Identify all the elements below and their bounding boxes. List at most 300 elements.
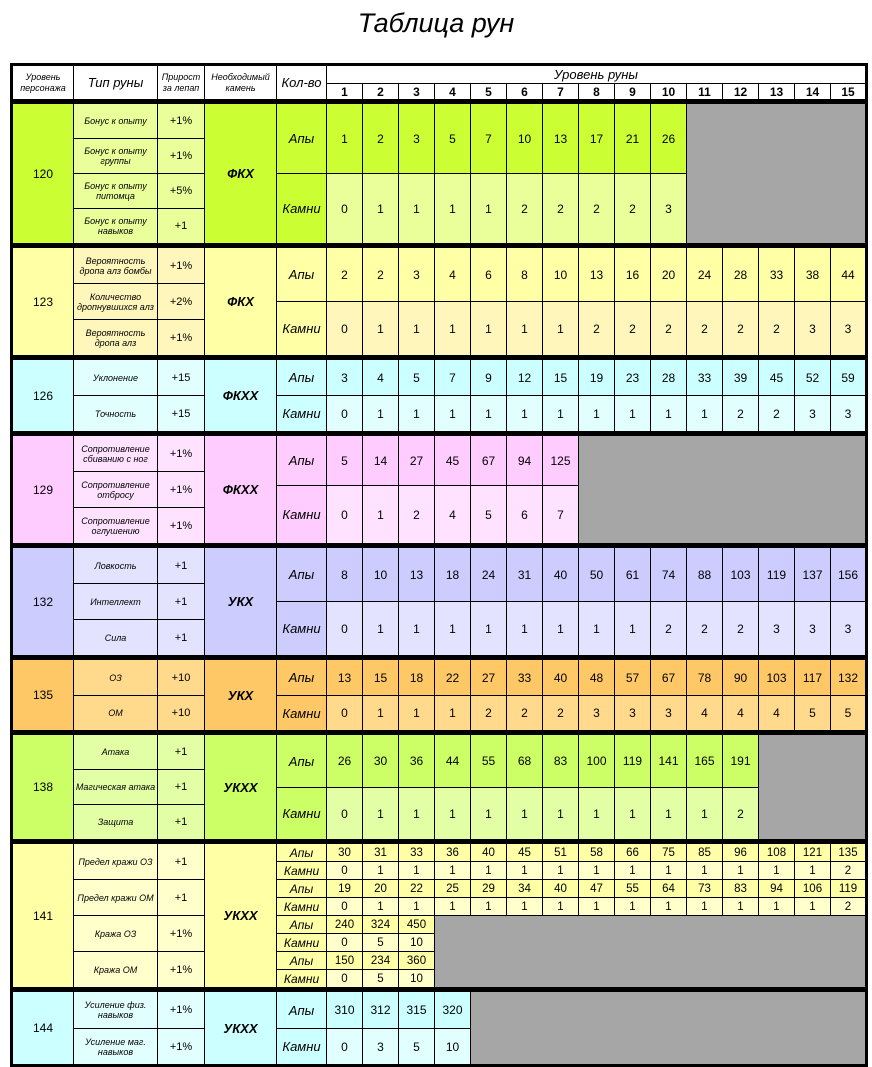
ups-value: 36 xyxy=(399,735,435,788)
gain-cell: +1 xyxy=(158,880,205,916)
table-row xyxy=(12,735,867,770)
stones-value: 1 xyxy=(507,302,543,356)
stones-value: 1 xyxy=(795,862,831,880)
stones-value: 1 xyxy=(507,788,543,840)
stones-value: 1 xyxy=(651,898,687,916)
ups-value: 156 xyxy=(831,548,867,602)
stone-cell: УКХ xyxy=(205,660,277,731)
table-row xyxy=(12,696,867,731)
stones-value: 3 xyxy=(795,602,831,656)
char-level-cell: 132 xyxy=(12,548,74,656)
stones-value: 1 xyxy=(687,898,723,916)
stones-label: Камни xyxy=(277,970,327,988)
header-stone: Необходимый камень xyxy=(205,65,277,100)
stones-value: 4 xyxy=(723,696,759,731)
rune-level-11: 11 xyxy=(687,84,723,100)
stones-value: 10 xyxy=(399,970,435,988)
ups-value: 13 xyxy=(543,104,579,174)
ups-value: 30 xyxy=(363,735,399,788)
header-char-level: Уровень персонажа xyxy=(12,65,74,100)
stones-value: 2 xyxy=(579,174,615,244)
ups-label: Апы xyxy=(277,248,327,302)
ups-value: 9 xyxy=(471,360,507,396)
char-level-cell: 126 xyxy=(12,360,74,432)
stones-value: 2 xyxy=(579,302,615,356)
rune-type-cell: Вероятность дропа алз бомбы xyxy=(74,248,158,284)
ups-value: 7 xyxy=(471,104,507,174)
gain-cell: +10 xyxy=(158,696,205,731)
stones-value: 1 xyxy=(471,174,507,244)
table-row xyxy=(12,844,867,862)
ups-value: 40 xyxy=(543,660,579,696)
ups-value: 125 xyxy=(543,436,579,486)
stones-value: 1 xyxy=(615,898,651,916)
gain-cell: +2% xyxy=(158,284,205,320)
stones-label: Камни xyxy=(277,1029,327,1066)
stones-value: 3 xyxy=(615,696,651,731)
stones-value: 1 xyxy=(759,898,795,916)
ups-value: 2 xyxy=(363,248,399,302)
empty-level-area xyxy=(759,735,867,840)
ups-value: 121 xyxy=(795,844,831,862)
ups-value: 33 xyxy=(399,844,435,862)
stones-value: 1 xyxy=(543,602,579,656)
stones-value: 1 xyxy=(435,396,471,432)
ups-value: 19 xyxy=(327,880,363,898)
ups-value: 165 xyxy=(687,735,723,788)
stones-value: 1 xyxy=(435,898,471,916)
ups-value: 33 xyxy=(687,360,723,396)
gain-cell: +15 xyxy=(158,360,205,396)
ups-value: 28 xyxy=(723,248,759,302)
stones-label: Камни xyxy=(277,696,327,731)
ups-value: 66 xyxy=(615,844,651,862)
ups-value: 85 xyxy=(687,844,723,862)
stones-value: 1 xyxy=(471,302,507,356)
ups-value: 8 xyxy=(507,248,543,302)
stones-value: 0 xyxy=(327,174,363,244)
stones-value: 1 xyxy=(435,174,471,244)
empty-level-area xyxy=(579,436,867,544)
ups-value: 14 xyxy=(363,436,399,486)
stones-value: 2 xyxy=(723,788,759,840)
rune-type-cell: Количество дропнувшихся алз xyxy=(74,284,158,320)
ups-value: 15 xyxy=(543,360,579,396)
stones-value: 1 xyxy=(543,898,579,916)
ups-value: 44 xyxy=(831,248,867,302)
ups-value: 6 xyxy=(471,248,507,302)
gain-cell: +1% xyxy=(158,992,205,1029)
ups-value: 47 xyxy=(579,880,615,898)
ups-value: 8 xyxy=(327,548,363,602)
ups-value: 96 xyxy=(723,844,759,862)
stones-value: 1 xyxy=(363,898,399,916)
stones-value: 1 xyxy=(543,396,579,432)
ups-value: 117 xyxy=(795,660,831,696)
ups-label: Апы xyxy=(277,844,327,862)
stone-cell: УКХХ xyxy=(205,992,277,1066)
ups-value: 324 xyxy=(363,916,399,934)
rune-type-cell: Бонус к опыту питомца xyxy=(74,174,158,209)
ups-value: 150 xyxy=(327,952,363,970)
ups-value: 106 xyxy=(795,880,831,898)
ups-value: 33 xyxy=(759,248,795,302)
stones-value: 1 xyxy=(471,602,507,656)
ups-value: 27 xyxy=(399,436,435,486)
header-qty: Кол-во xyxy=(277,65,327,100)
ups-value: 2 xyxy=(327,248,363,302)
stones-value: 1 xyxy=(507,396,543,432)
stones-value: 3 xyxy=(795,396,831,432)
gain-cell: +1% xyxy=(158,139,205,174)
gain-cell: +1% xyxy=(158,952,205,988)
gain-cell: +1% xyxy=(158,472,205,508)
ups-value: 18 xyxy=(399,660,435,696)
stones-value: 2 xyxy=(399,486,435,544)
ups-value: 13 xyxy=(579,248,615,302)
table-row xyxy=(12,916,867,934)
rune-level-9: 9 xyxy=(615,84,651,100)
ups-value: 94 xyxy=(759,880,795,898)
ups-value: 51 xyxy=(543,844,579,862)
stones-value: 2 xyxy=(507,696,543,731)
stones-value: 3 xyxy=(363,1029,399,1066)
stones-value: 1 xyxy=(399,602,435,656)
stones-value: 1 xyxy=(471,396,507,432)
stones-value: 1 xyxy=(363,788,399,840)
ups-value: 64 xyxy=(651,880,687,898)
stones-value: 1 xyxy=(399,696,435,731)
header-rune-level: Уровень руны xyxy=(327,65,867,84)
stones-value: 3 xyxy=(759,602,795,656)
gain-cell: +1% xyxy=(158,248,205,284)
rune-level-8: 8 xyxy=(579,84,615,100)
ups-value: 13 xyxy=(399,548,435,602)
stones-value: 1 xyxy=(399,862,435,880)
ups-value: 450 xyxy=(399,916,435,934)
ups-value: 67 xyxy=(471,436,507,486)
stones-value: 0 xyxy=(327,970,363,988)
ups-value: 119 xyxy=(831,880,867,898)
rune-level-10: 10 xyxy=(651,84,687,100)
gain-cell: +1% xyxy=(158,436,205,472)
rune-type-cell: Магическая атака xyxy=(74,770,158,805)
ups-value: 13 xyxy=(327,660,363,696)
stones-value: 5 xyxy=(363,934,399,952)
rune-type-cell: Бонус к опыту xyxy=(74,104,158,139)
char-level-cell: 129 xyxy=(12,436,74,544)
stones-value: 1 xyxy=(579,602,615,656)
ups-value: 45 xyxy=(507,844,543,862)
ups-value: 5 xyxy=(399,360,435,396)
ups-value: 61 xyxy=(615,548,651,602)
ups-value: 27 xyxy=(471,660,507,696)
gain-cell: +1 xyxy=(158,584,205,620)
stones-value: 0 xyxy=(327,1029,363,1066)
gain-cell: +1 xyxy=(158,548,205,584)
ups-value: 7 xyxy=(435,360,471,396)
ups-value: 3 xyxy=(327,360,363,396)
ups-value: 45 xyxy=(435,436,471,486)
ups-value: 19 xyxy=(579,360,615,396)
ups-value: 44 xyxy=(435,735,471,788)
gain-cell: +1 xyxy=(158,805,205,840)
rune-type-cell: Кража ОМ xyxy=(74,952,158,988)
stones-value: 1 xyxy=(399,174,435,244)
ups-value: 88 xyxy=(687,548,723,602)
ups-value: 135 xyxy=(831,844,867,862)
stones-value: 3 xyxy=(795,302,831,356)
ups-label: Апы xyxy=(277,436,327,486)
rune-level-14: 14 xyxy=(795,84,831,100)
stones-value: 1 xyxy=(363,396,399,432)
rune-level-12: 12 xyxy=(723,84,759,100)
ups-value: 28 xyxy=(651,360,687,396)
stones-value: 2 xyxy=(723,602,759,656)
header-gain: Прирост за лепап xyxy=(158,65,205,100)
ups-value: 68 xyxy=(507,735,543,788)
ups-value: 132 xyxy=(831,660,867,696)
ups-value: 24 xyxy=(687,248,723,302)
stones-value: 3 xyxy=(579,696,615,731)
stones-value: 2 xyxy=(615,302,651,356)
ups-value: 18 xyxy=(435,548,471,602)
empty-level-area xyxy=(471,992,867,1066)
ups-label: Апы xyxy=(277,735,327,788)
ups-value: 55 xyxy=(615,880,651,898)
rune-type-cell: Вероятность дропа алз xyxy=(74,320,158,356)
ups-value: 39 xyxy=(723,360,759,396)
table-row xyxy=(12,548,867,584)
ups-value: 33 xyxy=(507,660,543,696)
rune-level-6: 6 xyxy=(507,84,543,100)
ups-value: 50 xyxy=(579,548,615,602)
table-row xyxy=(12,104,867,139)
stones-value: 2 xyxy=(507,174,543,244)
ups-value: 3 xyxy=(399,248,435,302)
char-level-cell: 144 xyxy=(12,992,74,1066)
rune-type-cell: Предел кражи ОМ xyxy=(74,880,158,916)
header-row xyxy=(12,65,867,84)
gain-cell: +1 xyxy=(158,209,205,244)
ups-value: 240 xyxy=(327,916,363,934)
rune-type-cell: Сила xyxy=(74,620,158,656)
stones-value: 1 xyxy=(435,302,471,356)
stones-value: 1 xyxy=(615,602,651,656)
stones-value: 2 xyxy=(651,302,687,356)
stones-value: 0 xyxy=(327,788,363,840)
char-level-cell: 135 xyxy=(12,660,74,731)
gain-cell: +1 xyxy=(158,735,205,770)
stones-value: 1 xyxy=(579,396,615,432)
stones-value: 2 xyxy=(651,602,687,656)
stones-value: 1 xyxy=(687,862,723,880)
ups-value: 45 xyxy=(759,360,795,396)
stones-value: 5 xyxy=(471,486,507,544)
ups-value: 25 xyxy=(435,880,471,898)
ups-value: 40 xyxy=(543,548,579,602)
ups-value: 31 xyxy=(363,844,399,862)
ups-value: 5 xyxy=(435,104,471,174)
rune-table-wrapper xyxy=(10,63,868,1067)
stones-value: 2 xyxy=(687,602,723,656)
stones-label: Камни xyxy=(277,486,327,544)
stones-value: 5 xyxy=(831,696,867,731)
ups-value: 4 xyxy=(435,248,471,302)
ups-label: Апы xyxy=(277,660,327,696)
ups-label: Апы xyxy=(277,880,327,898)
stones-value: 3 xyxy=(831,602,867,656)
ups-value: 57 xyxy=(615,660,651,696)
ups-value: 10 xyxy=(507,104,543,174)
ups-label: Апы xyxy=(277,548,327,602)
gain-cell: +10 xyxy=(158,660,205,696)
stones-value: 2 xyxy=(723,302,759,356)
rune-level-5: 5 xyxy=(471,84,507,100)
ups-value: 1 xyxy=(327,104,363,174)
stones-value: 1 xyxy=(615,862,651,880)
gain-cell: +1 xyxy=(158,620,205,656)
stones-label: Камни xyxy=(277,302,327,356)
stones-value: 1 xyxy=(651,862,687,880)
ups-value: 320 xyxy=(435,992,471,1029)
stones-value: 10 xyxy=(435,1029,471,1066)
stones-value: 2 xyxy=(687,302,723,356)
ups-value: 26 xyxy=(651,104,687,174)
ups-value: 191 xyxy=(723,735,759,788)
ups-value: 3 xyxy=(399,104,435,174)
stones-value: 2 xyxy=(471,696,507,731)
rune-level-4: 4 xyxy=(435,84,471,100)
stones-value: 1 xyxy=(435,696,471,731)
ups-value: 2 xyxy=(363,104,399,174)
stones-value: 1 xyxy=(543,788,579,840)
stone-cell: УКХХ xyxy=(205,735,277,840)
stones-value: 1 xyxy=(579,898,615,916)
stones-value: 5 xyxy=(795,696,831,731)
stones-value: 0 xyxy=(327,302,363,356)
ups-value: 15 xyxy=(363,660,399,696)
ups-value: 20 xyxy=(363,880,399,898)
stones-value: 1 xyxy=(435,602,471,656)
stones-value: 1 xyxy=(615,396,651,432)
ups-value: 10 xyxy=(543,248,579,302)
ups-value: 22 xyxy=(435,660,471,696)
stones-value: 1 xyxy=(471,898,507,916)
stones-value: 1 xyxy=(363,602,399,656)
gain-cell: +1 xyxy=(158,770,205,805)
stones-value: 1 xyxy=(435,788,471,840)
ups-value: 16 xyxy=(615,248,651,302)
stones-value: 1 xyxy=(363,302,399,356)
empty-level-area xyxy=(435,916,867,988)
ups-value: 31 xyxy=(507,548,543,602)
gain-cell: +1% xyxy=(158,1029,205,1066)
char-level-cell: 138 xyxy=(12,735,74,840)
header-rune-type: Тип руны xyxy=(74,65,158,100)
stones-value: 1 xyxy=(507,602,543,656)
rune-type-cell: Точность xyxy=(74,396,158,432)
ups-label: Апы xyxy=(277,104,327,174)
stones-value: 0 xyxy=(327,862,363,880)
gain-cell: +1% xyxy=(158,320,205,356)
ups-value: 38 xyxy=(795,248,831,302)
ups-label: Апы xyxy=(277,952,327,970)
stones-value: 1 xyxy=(363,862,399,880)
ups-value: 67 xyxy=(651,660,687,696)
gain-cell: +1 xyxy=(158,844,205,880)
stones-label: Камни xyxy=(277,396,327,432)
table-row xyxy=(12,360,867,396)
rune-type-cell: Предел кражи ОЗ xyxy=(74,844,158,880)
stones-value: 1 xyxy=(399,788,435,840)
rune-type-cell: Усиление маг. навыков xyxy=(74,1029,158,1066)
table-row xyxy=(12,396,867,432)
stones-value: 1 xyxy=(615,788,651,840)
stones-value: 1 xyxy=(651,788,687,840)
gain-cell: +1% xyxy=(158,916,205,952)
ups-value: 141 xyxy=(651,735,687,788)
ups-value: 12 xyxy=(507,360,543,396)
rune-type-cell: Защита xyxy=(74,805,158,840)
gain-cell: +5% xyxy=(158,174,205,209)
gain-cell: +15 xyxy=(158,396,205,432)
ups-label: Апы xyxy=(277,916,327,934)
ups-value: 4 xyxy=(363,360,399,396)
table-row xyxy=(12,880,867,898)
stones-value: 3 xyxy=(831,396,867,432)
ups-value: 21 xyxy=(615,104,651,174)
ups-value: 17 xyxy=(579,104,615,174)
stones-value: 0 xyxy=(327,396,363,432)
ups-value: 360 xyxy=(399,952,435,970)
ups-value: 75 xyxy=(651,844,687,862)
ups-value: 83 xyxy=(723,880,759,898)
ups-value: 40 xyxy=(471,844,507,862)
stones-value: 1 xyxy=(471,788,507,840)
rune-level-15: 15 xyxy=(831,84,867,100)
ups-value: 34 xyxy=(507,880,543,898)
stones-value: 4 xyxy=(687,696,723,731)
char-level-cell: 141 xyxy=(12,844,74,988)
stones-value: 1 xyxy=(723,862,759,880)
stones-value: 2 xyxy=(759,396,795,432)
stones-value: 3 xyxy=(651,696,687,731)
rune-type-cell: Кража ОЗ xyxy=(74,916,158,952)
stone-cell: ФКХХ xyxy=(205,436,277,544)
stone-cell: УКХ xyxy=(205,548,277,656)
stones-label: Камни xyxy=(277,898,327,916)
rune-table xyxy=(10,63,868,1067)
table-row xyxy=(12,248,867,284)
ups-value: 103 xyxy=(723,548,759,602)
ups-value: 90 xyxy=(723,660,759,696)
ups-value: 10 xyxy=(363,548,399,602)
stones-label: Камни xyxy=(277,934,327,952)
stones-value: 2 xyxy=(543,174,579,244)
stones-value: 4 xyxy=(759,696,795,731)
stones-value: 1 xyxy=(399,396,435,432)
ups-value: 26 xyxy=(327,735,363,788)
rune-type-cell: Атака xyxy=(74,735,158,770)
ups-value: 40 xyxy=(543,880,579,898)
stones-value: 1 xyxy=(651,396,687,432)
ups-value: 78 xyxy=(687,660,723,696)
stones-value: 1 xyxy=(759,862,795,880)
stones-value: 1 xyxy=(723,898,759,916)
ups-label: Апы xyxy=(277,360,327,396)
rune-type-cell: Ловкость xyxy=(74,548,158,584)
